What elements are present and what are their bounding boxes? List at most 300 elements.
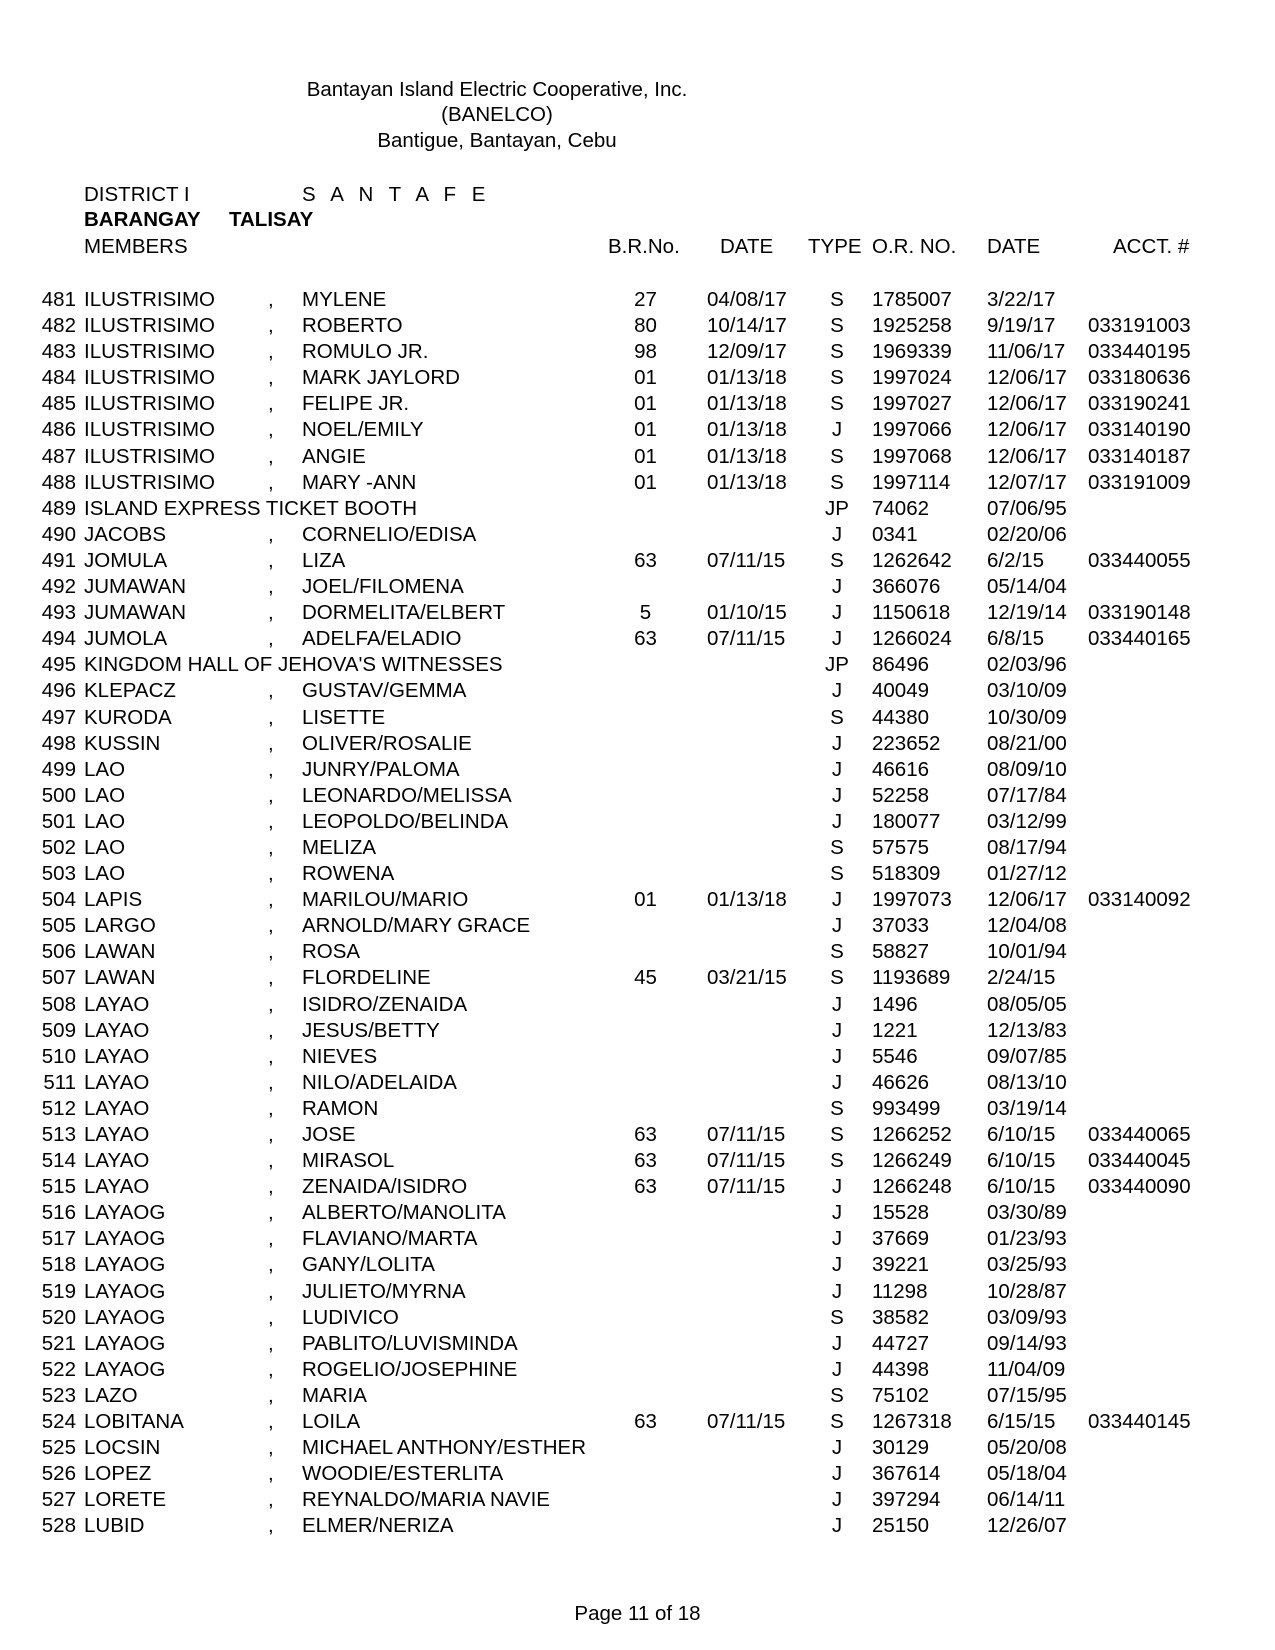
member-last-name: LOCSIN [84, 1436, 161, 1460]
name-separator: , [268, 314, 274, 338]
table-row [0, 418, 1275, 444]
member-first-name: DORMELITA/ELBERT [302, 601, 506, 625]
or-number: 37669 [872, 1227, 930, 1251]
name-separator: , [268, 1227, 274, 1251]
member-number: 510 [41, 1044, 76, 1068]
member-type: S [830, 340, 844, 364]
table-row [0, 523, 1275, 549]
name-separator: , [268, 1149, 274, 1173]
table-row [0, 1149, 1275, 1175]
member-last-name: ILUSTRISIMO [84, 470, 215, 494]
table-row [0, 1410, 1275, 1436]
member-type: J [831, 1357, 843, 1381]
account-number: 033190148 [1088, 601, 1191, 625]
table-row [0, 1175, 1275, 1201]
member-last-name: LAYAO [84, 1149, 150, 1173]
member-first-name: LEONARDO/MELISSA [302, 783, 512, 807]
member-type: S [830, 940, 844, 964]
or-number: 1997068 [872, 444, 952, 468]
member-type: S [830, 835, 844, 859]
member-number: 526 [41, 1462, 76, 1486]
member-first-name: FELIPE JR. [302, 392, 410, 416]
or-date: 12/13/83 [987, 1018, 1067, 1042]
member-number: 520 [41, 1305, 76, 1329]
name-separator: , [268, 862, 274, 886]
table-row [0, 314, 1275, 340]
table-row [0, 1071, 1275, 1097]
or-date: 07/15/95 [987, 1383, 1067, 1407]
name-separator: , [268, 1201, 274, 1225]
member-first-name: MELIZA [302, 835, 377, 859]
or-number: 1267318 [872, 1410, 952, 1434]
br-number: 80 [634, 314, 657, 338]
member-type: J [831, 992, 843, 1016]
member-type: S [830, 1096, 844, 1120]
member-number: 503 [41, 862, 76, 886]
or-number: 0341 [872, 522, 918, 546]
name-separator: , [268, 888, 274, 912]
table-row [0, 601, 1275, 627]
member-last-name: LAYAO [84, 1175, 150, 1199]
table-row [0, 1045, 1275, 1071]
member-type: J [831, 888, 843, 912]
account-number: 033440165 [1088, 627, 1191, 651]
or-number: 180077 [872, 809, 941, 833]
member-number: 495 [41, 653, 76, 677]
name-separator: , [268, 1305, 274, 1329]
br-number: 63 [634, 1149, 657, 1173]
br-date: 10/14/17 [707, 314, 787, 338]
br-date: 01/13/18 [707, 392, 787, 416]
account-number: 033440195 [1088, 340, 1191, 364]
member-last-name: KINGDOM HALL OF JEHOVA'S WITNESSES [84, 653, 503, 677]
name-separator: , [268, 940, 274, 964]
or-number: 1193689 [872, 966, 951, 990]
name-separator: , [268, 1123, 274, 1146]
or-number: 993499 [872, 1096, 941, 1120]
member-number: 481 [41, 288, 76, 311]
name-separator: , [268, 1018, 274, 1042]
table-row [0, 653, 1275, 679]
or-number: 1997024 [872, 366, 952, 390]
name-separator: , [268, 757, 274, 781]
member-number: 487 [41, 444, 76, 468]
or-number: 75102 [872, 1383, 930, 1407]
member-number: 516 [41, 1201, 76, 1225]
member-last-name: LORETE [84, 1488, 167, 1512]
table-row [0, 1280, 1275, 1306]
member-last-name: LAYAO [84, 1123, 150, 1146]
table-row [0, 758, 1275, 784]
table-row [0, 1097, 1275, 1123]
member-first-name: LIZA [302, 548, 346, 572]
member-number: 483 [41, 340, 76, 364]
member-number: 513 [41, 1123, 76, 1146]
member-last-name: LAYAO [84, 1070, 150, 1094]
member-number: 501 [41, 809, 76, 833]
member-first-name: MARK JAYLORD [302, 366, 460, 390]
or-number: 44727 [872, 1331, 930, 1355]
or-number: 1496 [872, 992, 918, 1016]
member-type: S [830, 966, 844, 990]
member-type: J [831, 1044, 843, 1068]
or-date: 05/18/04 [987, 1462, 1067, 1486]
br-date: 01/13/18 [707, 888, 787, 912]
member-last-name: ILUSTRISIMO [84, 314, 215, 338]
district-label: DISTRICT I [84, 183, 190, 206]
or-date: 05/14/04 [987, 575, 1067, 599]
account-number: 033190241 [1088, 392, 1191, 416]
member-type: J [831, 809, 843, 833]
member-type: J [831, 601, 843, 625]
name-separator: , [268, 1514, 274, 1538]
or-number: 1785007 [872, 288, 952, 311]
member-number: 502 [41, 835, 76, 859]
account-number: 033140092 [1088, 888, 1191, 912]
member-number: 509 [41, 1018, 76, 1042]
member-last-name: LAWAN [84, 966, 156, 990]
member-type: J [831, 418, 843, 442]
member-number: 484 [41, 366, 76, 390]
name-separator: , [268, 548, 274, 572]
table-row [0, 914, 1275, 940]
name-separator: , [268, 1096, 274, 1120]
or-number: 518309 [872, 862, 941, 886]
or-number: 25150 [872, 1514, 930, 1538]
member-number: 490 [41, 522, 76, 546]
member-first-name: LISETTE [302, 705, 386, 729]
member-first-name: PABLITO/LUVISMINDA [302, 1331, 518, 1355]
member-type: J [831, 757, 843, 781]
or-number: 1262642 [872, 548, 952, 572]
br-number: 01 [634, 470, 657, 494]
name-separator: , [268, 966, 274, 990]
member-number: 496 [41, 679, 76, 703]
or-date: 07/17/84 [987, 783, 1067, 807]
or-number: 1150618 [872, 601, 951, 625]
table-row [0, 784, 1275, 810]
member-last-name: ILUSTRISIMO [84, 366, 215, 390]
member-last-name: JUMOLA [84, 627, 168, 651]
member-last-name: ILUSTRISIMO [84, 444, 215, 468]
member-number: 489 [41, 496, 76, 520]
or-number: 30129 [872, 1436, 930, 1460]
or-number: 44380 [872, 705, 930, 729]
or-date: 12/06/17 [987, 418, 1067, 442]
member-first-name: NIEVES [302, 1044, 378, 1068]
or-number: 86496 [872, 653, 930, 677]
table-row [0, 679, 1275, 705]
member-first-name: JOEL/FILOMENA [302, 575, 464, 599]
member-type: J [831, 522, 843, 546]
table-row [0, 888, 1275, 914]
member-type: J [831, 627, 843, 651]
column-header-br-no: B.R.No. [608, 235, 680, 258]
name-separator: , [268, 1044, 274, 1068]
name-separator: , [268, 1410, 274, 1434]
br-date: 07/11/15 [707, 1175, 786, 1199]
or-number: 44398 [872, 1357, 930, 1381]
column-header-br-date: DATE [720, 235, 774, 258]
member-type: S [830, 288, 844, 311]
member-type: S [830, 444, 844, 468]
name-separator: , [268, 1488, 274, 1512]
member-last-name: LAYAOG [84, 1253, 166, 1277]
or-number: 367614 [872, 1462, 941, 1486]
member-number: 511 [43, 1070, 76, 1094]
or-date: 12/26/07 [987, 1514, 1067, 1538]
or-date: 2/24/15 [987, 966, 1056, 990]
member-number: 497 [41, 705, 76, 729]
table-row [0, 1123, 1275, 1149]
member-last-name: LAYAOG [84, 1331, 166, 1355]
member-first-name: RAMON [302, 1096, 379, 1120]
account-number: 033440055 [1088, 548, 1191, 572]
or-date: 10/01/94 [987, 940, 1067, 964]
member-first-name: FLAVIANO/MARTA [302, 1227, 478, 1251]
member-type: J [831, 1514, 843, 1538]
br-number: 63 [634, 1123, 657, 1146]
br-number: 27 [634, 288, 657, 311]
br-number: 01 [634, 444, 657, 468]
or-number: 5546 [872, 1044, 918, 1068]
member-number: 488 [41, 470, 76, 494]
or-date: 11/06/17 [987, 340, 1066, 364]
member-number: 491 [41, 548, 76, 572]
member-first-name: MARY -ANN [302, 470, 417, 494]
member-type: S [830, 392, 844, 416]
or-date: 12/06/17 [987, 444, 1067, 468]
account-number: 033180636 [1088, 366, 1191, 390]
town-name: S A N T A F E [302, 183, 491, 206]
or-number: 1266024 [872, 627, 952, 651]
page-number: Page 11 of 18 [574, 1602, 701, 1625]
member-number: 514 [41, 1149, 76, 1173]
member-type: S [830, 1149, 844, 1173]
name-separator: , [268, 575, 274, 599]
member-last-name: LOPEZ [84, 1462, 152, 1486]
table-row [0, 966, 1275, 992]
br-date: 07/11/15 [707, 627, 786, 651]
br-date: 03/21/15 [707, 966, 787, 990]
member-first-name: ROBERTO [302, 314, 403, 338]
document-address: Bantigue, Bantayan, Cebu [377, 129, 617, 152]
or-date: 6/10/15 [987, 1149, 1056, 1173]
table-row [0, 732, 1275, 758]
table-row [0, 810, 1275, 836]
table-row [0, 445, 1275, 471]
member-first-name: MIRASOL [302, 1149, 395, 1173]
or-date: 12/06/17 [987, 888, 1067, 912]
member-first-name: ANGIE [302, 444, 366, 468]
member-last-name: ILUSTRISIMO [84, 340, 215, 364]
or-number: 52258 [872, 783, 930, 807]
member-type: J [831, 1018, 843, 1042]
member-last-name: LAYAOG [84, 1279, 166, 1303]
member-type: JP [825, 496, 849, 520]
member-type: S [830, 1123, 844, 1146]
member-type: J [831, 1279, 843, 1303]
member-last-name: LAO [84, 757, 126, 781]
or-number: 1997073 [872, 888, 952, 912]
member-last-name: LAYAO [84, 1096, 150, 1120]
or-date: 03/25/93 [987, 1253, 1067, 1277]
member-number: 505 [41, 914, 76, 938]
member-type: J [831, 575, 843, 599]
member-number: 524 [41, 1410, 76, 1434]
name-separator: , [268, 783, 274, 807]
table-row [0, 1332, 1275, 1358]
or-date: 07/06/95 [987, 496, 1067, 520]
member-type: J [831, 1201, 843, 1225]
table-row [0, 1488, 1275, 1514]
name-separator: , [268, 731, 274, 755]
br-date: 07/11/15 [707, 1149, 786, 1173]
member-first-name: ELMER/NERIZA [302, 1514, 454, 1538]
account-number: 033440045 [1088, 1149, 1191, 1173]
member-last-name: JUMAWAN [84, 575, 187, 599]
member-last-name: LAYAOG [84, 1357, 166, 1381]
table-row [0, 1253, 1275, 1279]
member-first-name: ROGELIO/JOSEPHINE [302, 1357, 518, 1381]
member-number: 523 [41, 1383, 76, 1407]
or-number: 397294 [872, 1488, 941, 1512]
br-number: 01 [634, 366, 657, 390]
br-date: 12/09/17 [707, 340, 787, 364]
or-number: 46616 [872, 757, 930, 781]
table-row [0, 836, 1275, 862]
member-first-name: LUDIVICO [302, 1305, 399, 1329]
br-number: 01 [634, 888, 657, 912]
or-date: 08/13/10 [987, 1070, 1067, 1094]
table-row [0, 1019, 1275, 1045]
br-date: 07/11/15 [707, 1410, 786, 1434]
name-separator: , [268, 340, 274, 364]
column-header-type: TYPE [808, 235, 862, 258]
member-last-name: LAYAO [84, 1044, 150, 1068]
or-date: 08/05/05 [987, 992, 1067, 1016]
br-date: 04/08/17 [707, 288, 787, 311]
table-row [0, 497, 1275, 523]
member-type: J [831, 1331, 843, 1355]
member-last-name: KUSSIN [84, 731, 161, 755]
account-number: 033440090 [1088, 1175, 1191, 1199]
table-row [0, 627, 1275, 653]
or-date: 02/03/96 [987, 653, 1067, 677]
member-type: J [831, 1488, 843, 1512]
or-number: 1997114 [872, 470, 951, 494]
or-date: 12/07/17 [987, 470, 1067, 494]
or-date: 05/20/08 [987, 1436, 1067, 1460]
or-number: 39221 [872, 1253, 930, 1277]
table-row [0, 993, 1275, 1019]
column-header-or-no: O.R. NO. [872, 235, 957, 258]
document-subtitle: (BANELCO) [441, 103, 553, 126]
table-row [0, 340, 1275, 366]
member-last-name: LAWAN [84, 940, 156, 964]
member-number: 506 [41, 940, 76, 964]
member-first-name: MICHAEL ANTHONY/ESTHER [302, 1436, 587, 1460]
member-last-name: LAYAOG [84, 1305, 166, 1329]
member-first-name: ADELFA/ELADIO [302, 627, 462, 651]
or-number: 1969339 [872, 340, 952, 364]
member-first-name: NOEL/EMILY [302, 418, 424, 442]
member-last-name: LOBITANA [84, 1410, 184, 1434]
or-date: 12/06/17 [987, 392, 1067, 416]
or-date: 02/20/06 [987, 522, 1067, 546]
or-date: 6/15/15 [987, 1410, 1056, 1434]
table-row [0, 1201, 1275, 1227]
member-last-name: KLEPACZ [84, 679, 176, 703]
table-row [0, 1306, 1275, 1332]
or-number: 40049 [872, 679, 930, 703]
table-row [0, 575, 1275, 601]
member-first-name: ROMULO JR. [302, 340, 429, 364]
or-number: 1266248 [872, 1175, 952, 1199]
member-number: 522 [41, 1357, 76, 1381]
member-number: 528 [41, 1514, 76, 1538]
member-last-name: LAO [84, 809, 126, 833]
member-last-name: LUBID [84, 1514, 145, 1538]
br-date: 07/11/15 [707, 548, 786, 572]
column-header-members: MEMBERS [84, 235, 188, 258]
member-type: S [830, 548, 844, 572]
member-first-name: OLIVER/ROSALIE [302, 731, 472, 755]
name-separator: , [268, 1383, 274, 1407]
member-first-name: NILO/ADELAIDA [302, 1070, 457, 1094]
column-header-or-date: DATE [987, 235, 1041, 258]
name-separator: , [268, 627, 274, 651]
name-separator: , [268, 992, 274, 1016]
name-separator: , [268, 1331, 274, 1355]
member-number: 493 [41, 601, 76, 625]
table-row [0, 1462, 1275, 1488]
member-type: S [830, 862, 844, 886]
or-date: 03/09/93 [987, 1305, 1067, 1329]
member-first-name: ROWENA [302, 862, 395, 886]
br-date: 01/13/18 [707, 470, 787, 494]
or-date: 03/30/89 [987, 1201, 1067, 1225]
br-number: 63 [634, 627, 657, 651]
or-number: 46626 [872, 1070, 930, 1094]
member-last-name: LAO [84, 862, 126, 886]
or-number: 37033 [872, 914, 930, 938]
member-last-name: JUMAWAN [84, 601, 187, 625]
account-number: 033191009 [1088, 470, 1191, 494]
or-date: 6/10/15 [987, 1123, 1056, 1146]
member-number: 500 [41, 783, 76, 807]
table-row [0, 706, 1275, 732]
name-separator: , [268, 392, 274, 416]
or-date: 6/2/15 [987, 548, 1044, 572]
document-title: Bantayan Island Electric Cooperative, Inc. [306, 78, 688, 101]
member-number: 515 [41, 1175, 76, 1199]
account-number: 033440145 [1088, 1410, 1191, 1434]
member-last-name: ISLAND EXPRESS TICKET BOOTH [84, 496, 418, 520]
name-separator: , [268, 1357, 274, 1381]
table-row [0, 1436, 1275, 1462]
or-date: 09/14/93 [987, 1331, 1067, 1355]
member-number: 482 [41, 314, 76, 338]
member-number: 486 [41, 418, 76, 442]
member-number: 507 [41, 966, 76, 990]
or-date: 6/10/15 [987, 1175, 1056, 1199]
table-row [0, 549, 1275, 575]
br-date: 01/13/18 [707, 444, 787, 468]
member-last-name: LAO [84, 783, 126, 807]
or-number: 1997027 [872, 392, 952, 416]
member-first-name: FLORDELINE [302, 966, 431, 990]
